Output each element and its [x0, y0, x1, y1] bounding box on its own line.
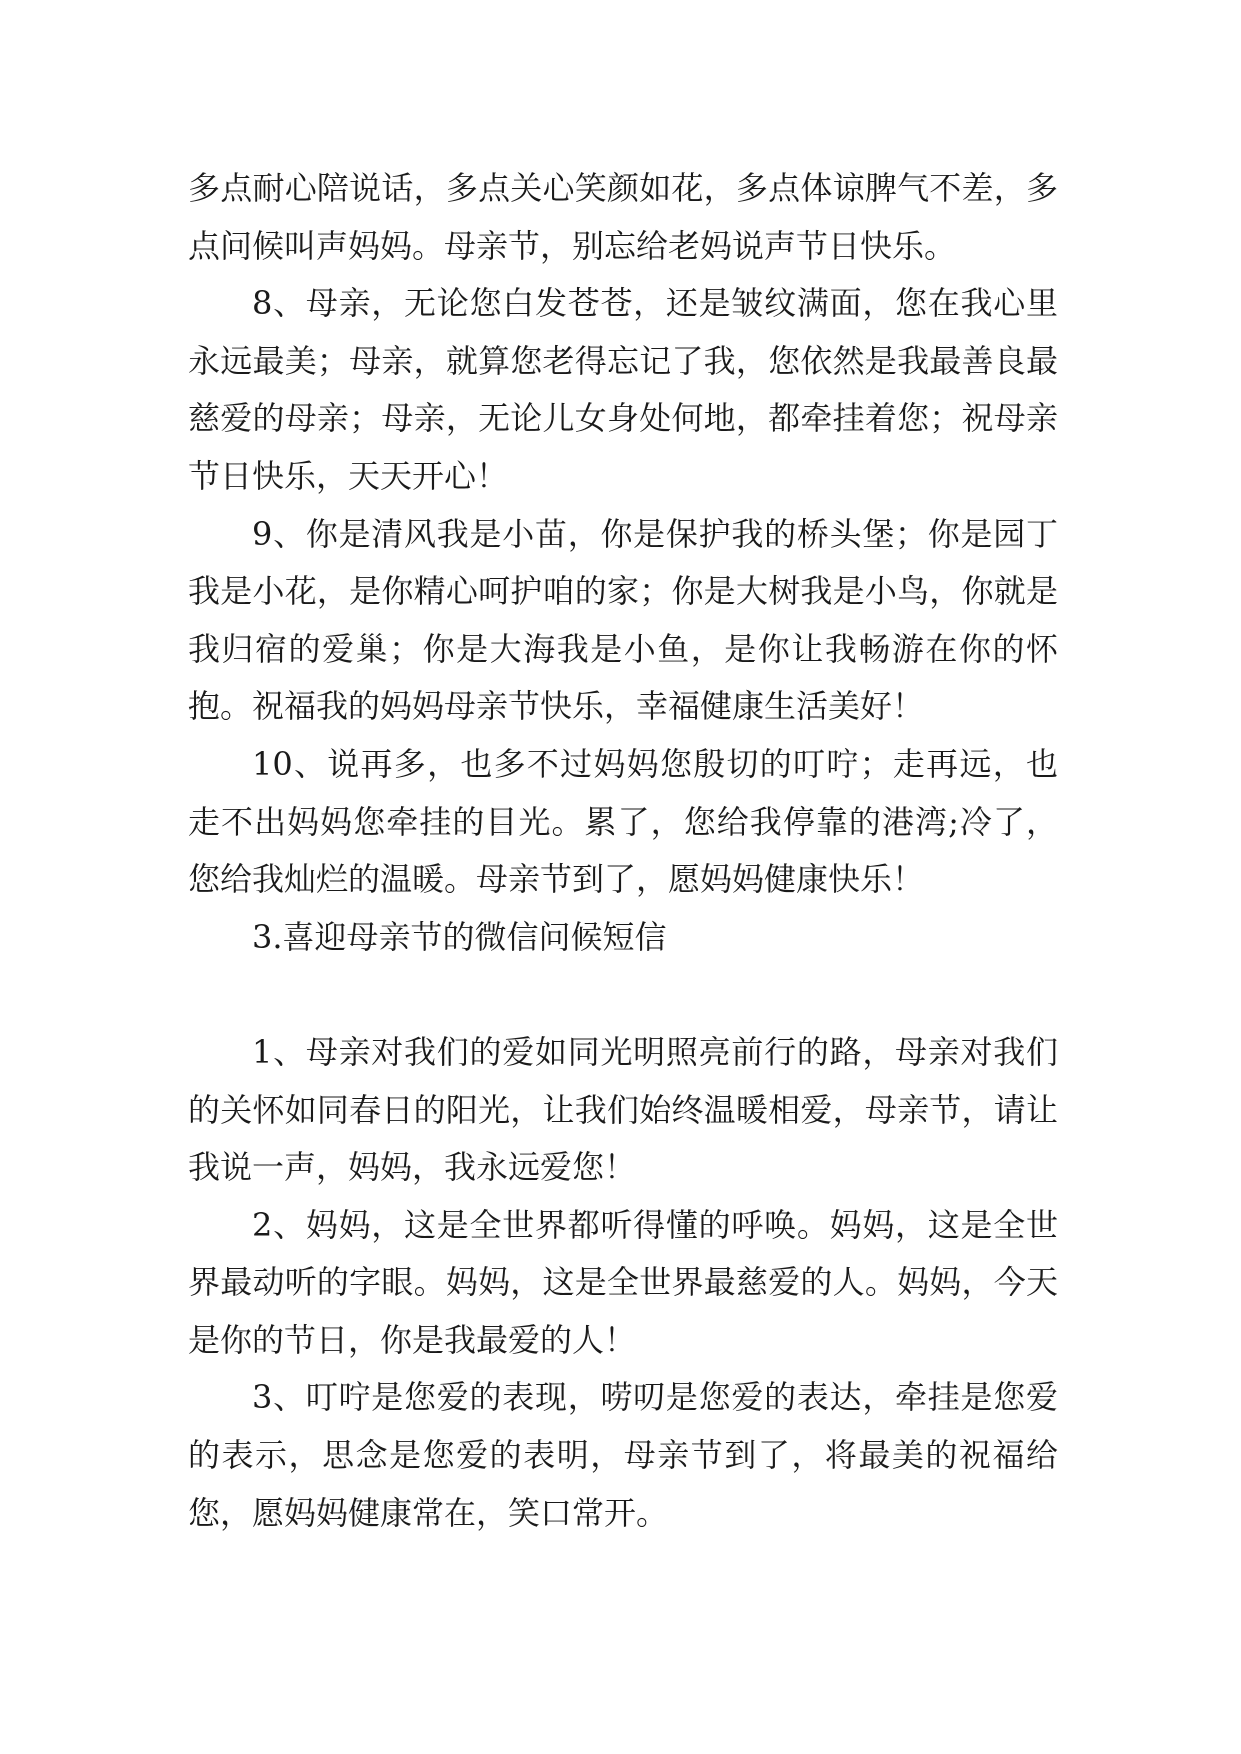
paragraph-continuation: 多点耐心陪说话，多点关心笑颜如花，多点体谅脾气不差，多点问候叫声妈妈。母亲节，别忘给老妈说声节日快乐。	[188, 169, 1058, 265]
section-paragraph-3: 3、叮咛是您爱的表现，唠叨是您爱的表达，牵挂是您爱的表示，思念是您爱的表明，母亲节到了，将最美的祝福给您，愿妈妈健康常在，笑口常开。	[188, 1378, 1058, 1532]
blank-line	[188, 966, 1058, 1024]
document-body	[188, 160, 1058, 1542]
section-heading: 3.喜迎母亲节的微信问候短信	[252, 917, 667, 956]
section-paragraph-2: 2、妈妈，这是全世界都听得懂的呼唤。妈妈，这是全世界最动听的字眼。妈妈，这是全世界最慈爱的人。妈妈，今天是你的节日，你是我最爱的人！	[188, 1205, 1058, 1359]
paragraph-9: 9、你是清风我是小苗，你是保护我的桥头堡；你是园丁我是小花，是你精心呵护咱的家；你是大树我是小鸟，你就是我归宿的爱巢；你是大海我是小鱼，是你让我畅游在你的怀抱。祝福我的妈妈母亲节快乐，幸福健康生活美好！	[188, 514, 1058, 726]
paragraph-10: 10、说再多，也多不过妈妈您殷切的叮咛；走再远，也走不出妈妈您牵挂的目光。累了，您给我停靠的港湾;冷了，您给我灿烂的温暖。母亲节到了，愿妈妈健康快乐！	[188, 744, 1058, 899]
paragraph-8: 8、母亲，无论您白发苍苍，还是皱纹满面，您在我心里永远最美；母亲，就算您老得忘记了我，您依然是我最善良最慈爱的母亲；母亲，无论儿女身处何地，都牵挂着您；祝母亲节日快乐，天天开心！	[188, 284, 1058, 495]
section-paragraph-1: 1、母亲对我们的爱如同光明照亮前行的路，母亲对我们的关怀如同春日的阳光，让我们始终温暖相爱，母亲节，请让我说一声，妈妈，我永远爱您！	[188, 1032, 1058, 1187]
